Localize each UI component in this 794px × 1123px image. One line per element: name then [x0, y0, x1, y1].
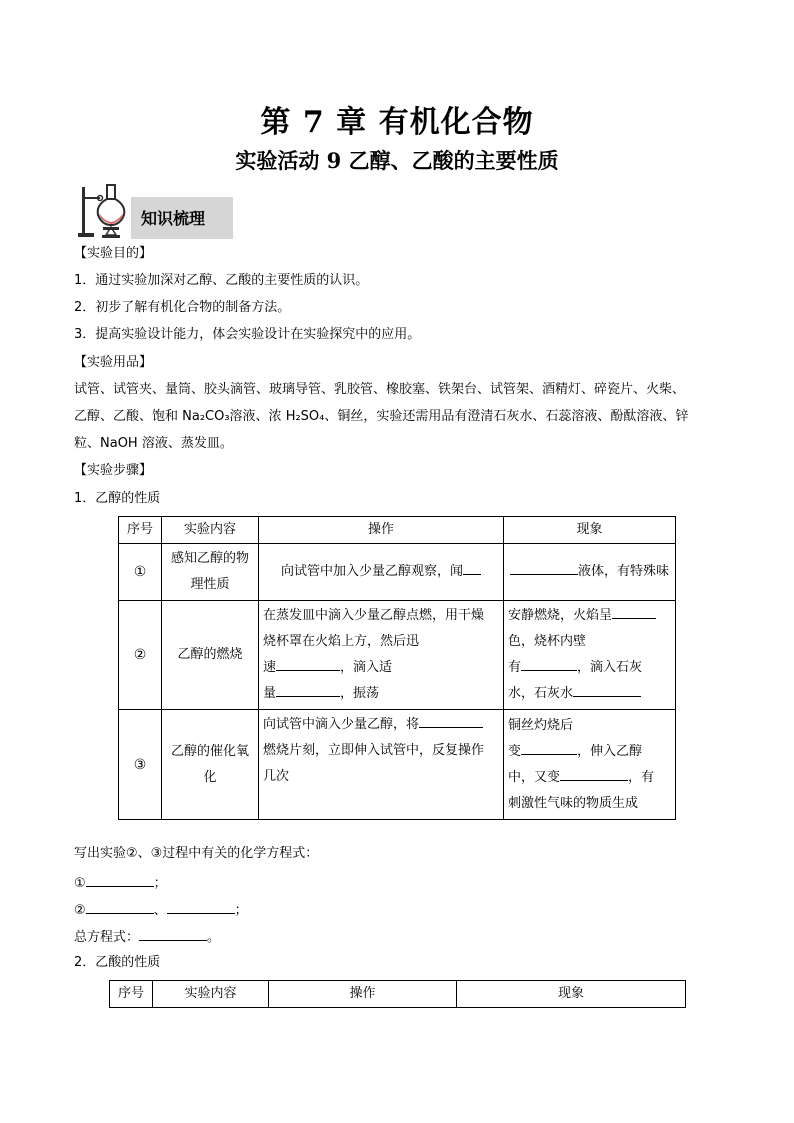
acetic-acid-table: [109, 980, 686, 1008]
purpose-heading: 【实验目的】: [74, 246, 153, 261]
equation-total: 总方程式： 。: [74, 927, 220, 946]
answer-blank[interactable]: [510, 561, 578, 575]
steps-heading: 【实验步骤】: [74, 463, 153, 478]
answer-blank[interactable]: [276, 683, 340, 697]
row-phenomenon: 液体，有特殊味: [504, 544, 676, 601]
row-operation: 向试管中滴入少量乙醇，将 燃烧片刻，立即伸入试管中，反复操作 几次: [259, 710, 504, 820]
row-phenomenon: 铜丝灼烧后 变 ，伸入乙醇 中，又变 ，有 刺激性气味的物质生成: [504, 710, 676, 820]
lab-apparatus-icon: [76, 183, 132, 239]
header-operation: 操作: [269, 981, 457, 1008]
section-banner: 知识梳理: [131, 197, 233, 239]
table-header-row: [119, 517, 676, 544]
purpose-item-1: 1．通过实验加深对乙醇、乙酸的主要性质的认识。: [74, 273, 369, 288]
row-phenomenon: 安静燃烧，火焰呈 色，烧杯内壁 有 ，滴入石灰 水，石灰水: [504, 601, 676, 710]
ethanol-table: [118, 516, 676, 820]
header-phenomenon: 现象: [457, 981, 686, 1008]
answer-blank[interactable]: [612, 605, 656, 619]
header-no: 序号: [110, 981, 153, 1008]
header-phenomenon: 现象: [504, 517, 676, 544]
row-content: 乙醇的催化氧化: [162, 710, 259, 820]
row-operation: 在蒸发皿中滴入少量乙醇点燃，用干燥 烧杯罩在火焰上方，然后迅 速 ，滴入适 量 ，振荡: [259, 601, 504, 710]
purpose-item-3: 3．提高实验设计能力，体会实验设计在实验探究中的应用。: [74, 327, 421, 342]
header-content: 实验内容: [153, 981, 269, 1008]
answer-blank[interactable]: [276, 657, 340, 671]
answer-blank[interactable]: [573, 683, 641, 697]
answer-blank[interactable]: [560, 767, 628, 781]
part1-title: 1．乙醇的性质: [74, 491, 161, 506]
table-row: [119, 710, 676, 820]
equation-2: ② 、 ；: [74, 900, 248, 919]
answer-blank[interactable]: [521, 741, 577, 755]
purpose-item-2: 2．初步了解有机化合物的制备方法。: [74, 300, 291, 315]
header-content: 实验内容: [162, 517, 259, 544]
answer-blank[interactable]: [419, 714, 483, 728]
equation-1: ① ；: [74, 873, 167, 892]
materials-line-2: 乙醇、乙酸、饱和 Na₂CO₃溶液、浓 H₂SO₄、铜丝，实验还需用品有澄清石灰水、石蕊溶液、酚酞溶液、锌: [74, 409, 689, 424]
answer-blank[interactable]: [521, 657, 577, 671]
header-operation: 操作: [259, 517, 504, 544]
table-row: [119, 601, 676, 710]
materials-line-1: 试管、试管夹、量筒、胶头滴管、玻璃导管、乳胶管、橡胶塞、铁架台、试管架、酒精灯、碎瓷片、火柴、: [74, 382, 686, 397]
materials-heading: 【实验用品】: [74, 355, 153, 370]
answer-blank[interactable]: [167, 900, 235, 914]
row-number: ③: [119, 710, 162, 820]
row-operation: 向试管中加入少量乙醇观察，闻: [259, 544, 504, 601]
header-no: 序号: [119, 517, 162, 544]
row-number: ①: [119, 544, 162, 601]
answer-blank[interactable]: [86, 900, 154, 914]
answer-blank[interactable]: [463, 561, 481, 575]
equation-prompt: 写出实验②、③过程中有关的化学方程式：: [74, 846, 319, 861]
page-title: 第 7 章 有机化合物: [260, 105, 534, 140]
table-row: [119, 544, 676, 601]
row-number: ②: [119, 601, 162, 710]
row-content: 感知乙醇的物理性质: [162, 544, 259, 601]
page-subtitle: 实验活动 9 乙醇、乙酸的主要性质: [235, 148, 559, 173]
answer-blank[interactable]: [86, 873, 154, 887]
row-content: 乙醇的燃烧: [162, 601, 259, 710]
materials-line-3: 粒、NaOH 溶液、蒸发皿。: [74, 436, 233, 451]
part2-title: 2．乙酸的性质: [74, 955, 161, 970]
answer-blank[interactable]: [139, 927, 207, 941]
table-header-row: [110, 981, 686, 1008]
